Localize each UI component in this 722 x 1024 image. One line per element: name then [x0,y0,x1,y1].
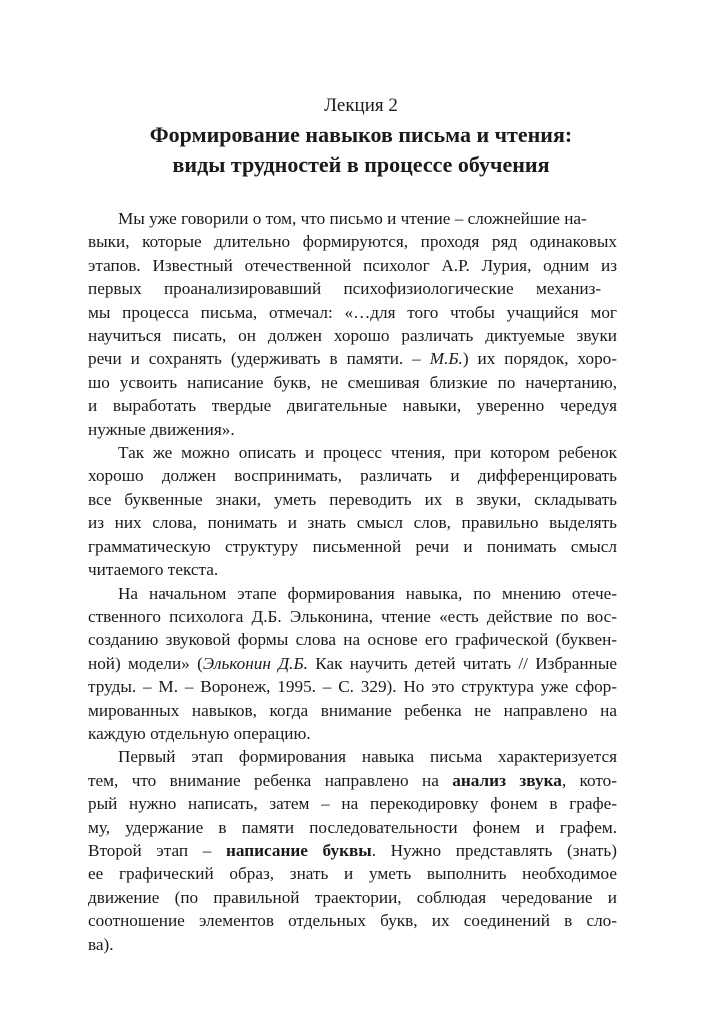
text-line: рый нужно написать, затем – на перекодировку фонем в графе- [88,794,617,814]
text-line [88,347,617,370]
text-line: грамматическую структуру письменной речи и понимать смысл [88,536,617,556]
line-text: тем, что внимание ребенка направлено на [88,770,453,790]
text-line [88,441,617,464]
citation-author: Эльконин Д.Б. [202,653,308,673]
text-line [88,582,617,605]
line-text: ной) модели» ( [88,653,203,673]
paragraph-1 [88,207,617,441]
text-line [88,652,617,675]
text-line: каждую отдельную операцию. [88,723,311,743]
text-line: научиться писать, он должен хорошо различать диктуемые звуки [88,326,617,346]
line-text: , кото- [561,770,617,790]
line-text: ) их порядок, хоро- [462,349,617,369]
paragraph-4 [88,745,617,956]
text-line: и выработать твердые двигательные навыки, уверенно чередуя [88,396,617,416]
text-line: ственного психолога Д.Б. Эльконина, чтение «есть действие по вос- [88,606,617,626]
lecture-title [80,120,642,180]
line-text: . Нужно представлять (знать) [371,840,617,860]
emphasis-term: анализ звука [452,770,562,790]
line-text: Как научить детей читать // Избранные [307,653,617,673]
text-line: выки, которые длительно формируются, проходя ряд одинаковых [88,232,617,252]
text-line: мы процесса письма, отмечал: «…для того чтобы учащийся мог [88,302,617,322]
text-line: ее графический образ, знать и уметь выполнить необходимое [88,864,617,884]
author-initials: М.Б. [429,349,463,369]
title-line-1: Формирование навыков письма и чтения: [149,122,573,147]
text-line [88,769,617,792]
text-line: все буквенные знаки, уметь переводить их в звуки, складывать [88,489,617,509]
text-line: этапов. Известный отечественной психолог А.Р. Лурия, одним из [88,255,617,275]
text-line: труды. – М. – Воронеж, 1995. – С. 329). Но это структура уже сфор- [88,677,617,697]
body-text [88,207,617,956]
text-line: мированных навыков, когда внимание ребенка не направлено на [88,700,617,720]
lecture-number: Лекция 2 [324,95,398,116]
paragraph-3 [88,582,617,746]
title-line-2: виды трудностей в процессе обучения [172,152,550,177]
text-line: из них слова, понимать и знать смысл слов, правильно выделять [88,513,617,533]
text-line [88,745,617,768]
emphasis-term: написание буквы [225,840,372,860]
paragraph-2 [88,441,617,581]
text-line: хорошо должен воспринимать, различать и дифференцировать [88,466,617,486]
text-line: ва). [88,934,114,954]
text-line: читаемого текста. [88,560,219,580]
line-text: Первый этап формирования навыка письма характеризуется [118,747,617,767]
text-line: соотношение элементов отдельных букв, их соединений в сло- [88,911,617,931]
text-line: движение (по правильной траектории, соблюдая чередование и [88,887,617,907]
text-line: первых проанализировавший психофизиологические механиз- [88,279,602,299]
line-text: На начальном этапе формирования навыка, по мнению отече- [118,583,617,603]
text-line [88,207,617,230]
line-text: Мы уже говорили о том, что письмо и чтение – сложнейшие на- [118,209,587,228]
text-line: нужные движения». [88,419,235,439]
text-line: шо усвоить написание букв, не смешивая близкие по начертанию, [88,372,617,392]
line-text: Второй этап – [88,840,226,860]
text-line: му, удержание в памяти последовательности фонем и графем. [88,817,617,837]
line-text: Так же можно описать и процесс чтения, при котором ребенок [118,443,617,463]
text-line [88,839,617,862]
line-text: речи и сохранять (удерживать в памяти. – [88,349,430,369]
text-line: созданию звуковой формы слова на основе его графической (буквен- [88,630,617,650]
